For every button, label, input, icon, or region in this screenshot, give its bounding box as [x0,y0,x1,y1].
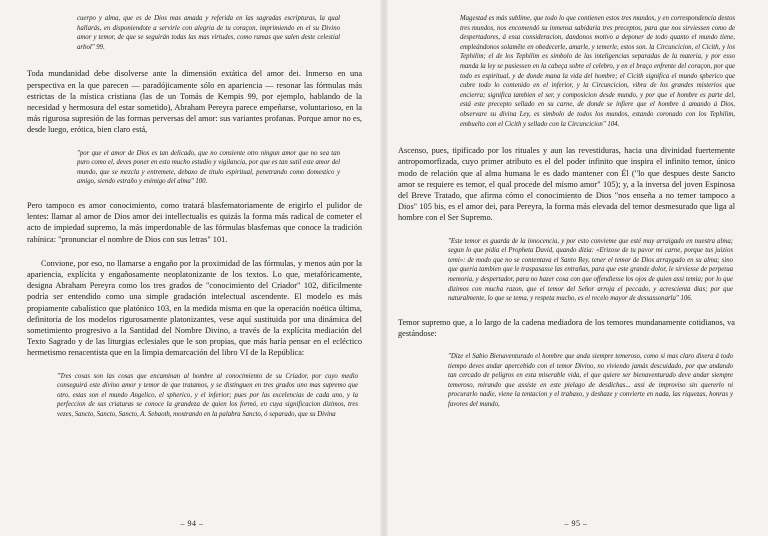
page-number: – 94 – [180,519,204,528]
body-paragraph: Temor supremo que, a lo largo de la cadena mediadora de los temores mundanamente cotidianos, va gestándose: [398,317,735,338]
right-page-text-column [398,14,735,410]
left-page-text-column [27,14,362,420]
block-quote: "Este temor es guarda de la innocencia, y por esto convieme que esté muy arraigado en nuestra alma; segun lo que pidia el Propheta David, quando dizia: «Erizose de tu pavor mi carne, porque tus juizios temi»: de modo que no se contentava el Santo Rey, tener el temor de Dios arraygado en su alma; sino que queria tambien que le traspasasse las entrañas, para que este grande dolor, le sirviesse de perpetua memoria, y despertador, para no hazer cosa con que offendiesse los ojos de quien assi temia; por lo que dizimos con mucha razon, que el temor del Señor arroja el peccado, y acrescienta dias; por que naturalmente, lo que se tema, y respeta mucho, es el recelo mayor de dessassonarla" 106. [448,237,733,303]
block-quote: "Tres cosas son las cosas que encaminan al hombre al conocimiento de su Criador, por cuyo medio conseguirá este divino amor y temor de que tratamos, y se distinguen en tres grados uno mas supremo que otro, estas son el mundo Angelico, el spherico, y el inferior; pues por las excelencias de cada uno, y la perfeccion de sus criaturas se conoce la grandeza de quien los formó, en cuya significacion dizimos, tres vezes, Sancto, Sancto, Sancto, A. Sebaoth, mostrando en la palabra Sancto, ó separado, que su Divina [57,372,358,418]
body-paragraph: Convione, por eso, no llamarse a engaño por la proximidad de las fórmulas, y menos aún por la apariencia, explícita y engañosamente neoplatonizante de los textos. Lo que, metafóricamente, designa Abraham Pereyra como los tres grados de "conocimiento del Criador" 102, difícilmente podría ser entendido como una simple gradación intelectual ascendente. El modelo es más propiamente cabalístico que platónico 103, en la medida misma en que la operación noética última, definitoria de los modelos rigurosamente platonizantes, vese aquí sustituida por una dinámica del sometimiento progresivo a la Santidad del Nombre Divino, a través de la explícita mediación del Texto Sagrado y de las liturgias eclesiales que le son propias, que más haría pensar en el ecléctico hermetismo renacentista que en la limpia demarcación del libro VI de la República: [27,258,362,358]
block-quote: Magestad es más sublime, que todo lo que contienen estos tres mundos, y en correspondencia destos tres mundos, nos encomendó su inmensa sabiduria tres preceptos, para que nos sirviessen como de despertadores, á essa consideracion, dandonos motivo a deponer de todo quanto el mundo tiene, empleándonos solamēte en obedecerle, amarle, y temerle, estos son. la Circuncicion, el Cicith, y los Tephilim; el de los Tephilim es simbolo de las inteligencias separadas de la materia, y por esso manda la ley se pusiessen en la cabeça sobre el celebro, y en el braço enfrente del coraçon, por que todo es espiritual, y de donde mana la vida del hombre; el Cicith significa el mundo spherico que cubre todo lo contenido en el inferior, y la Circuncicion, vibra de los grandes misterios que encierra; significa tambien el ser, y composicion desde mundo, y por que el hombre es parte del, está este precepto sellado en su carne, de donde se infiere que el hombre á amando á Dios, observare su divina Ley, es simbolo de todos los mundos, estando coronado con los Tephilim, embuelto con el Cicith y sellado con la Circuncicion" 104. [460,15,735,128]
body-paragraph: Pero tampoco es amor conocimiento, como tratará blasfematoriamente de erigirlo el pulidor de lentes: llamar al amor de Dios amor dei intellectualis es quizás la forma más radical de cometer el acto de impiedad supremo, la más imperdonable de las fórmulas blasfemas que conoce la tradición rabínica: "pronunciar el nombre de Dios con sus letras" 101. [27,200,362,244]
body-paragraph: Ascenso, pues, tipificado por los rituales y aun las revestiduras, hacia una divinidad fuertemente antropomorfizada, cuyo primer atributo es el del poder infinito que inspira el infinito temor, único modo de relación que al alma humana le es dado mantener con Él ("lo que despues deste Sancto amor se requiere es temor, el qual procede del mismo amor" 105); y, a la inversa del joven Espinosa del Breve Tratado, que afirma cómo el conocimiento de Dios "nos enseña a no temer tampoco a Dios" 105 bis, es el amor dei, para Pereyra, la forma más elevada del temor desmesurado que liga al hombre con el Ser Supremo. [398,146,735,223]
right-page [384,0,768,536]
block-quote: "por que el amor de Dios es tan delicado, que no consiente otro ningun amor que no sea tan puro como el, deves poner en esto mucho estudio y vigilancia, por que es tan sutil este amor del mundo, que se mezcla y entremete, debaxo de titulo espiritual, penetrando como domestico y amigo, siendo estraño y enimigo del alma" 100. [77,149,340,186]
body-paragraph: Toda mundanidad debe disolverse ante la dimensión extática del amor dei. Inmerso en una perspectiva en la que parecen — paradójicamente sólo en apariencia — resonar las fórmulas más estrictas de la mística cristiana (las de un Tomás de Kempis 99, por ejemplo, hablando de la necesidad y hermosura del estar sometido), Abraham Pereyra parece empeñarse, voluntarioso, en la más rigurosa supresión de las formas perversas del amor: sus variantes profanas. Porque amor no es, desde luego, erótica, bien claro está, [27,69,362,135]
block-quote: cuerpo y alma, que es de Dios mas amada y referida en las sagradas escripturas, la qual hallarás, en disponiendote a servirle con alegria de tu coraçon, imprimiendo en el su Divino amor y temor, de que se seguirán todas las mas virtudes, como ramas que salen deste celestial arbol" 99. [77,15,340,51]
block-quote: "Dize el Sabio Bienaventurado el hombre que anda siempre temeroso, como si mas claro dixera á todo tiempo deves andar apercebido con el temor Divino, no viviendo jamás descuidado, por que andando tan cercado de peligros en esta miserable vida, el que quiere ser bienaventurado deve andar siempre temeroso, mirando que assiste en este pielago de desdichas... assi de improviso sin quererlo ni procurarlo nadie, viene la tentacion y el trabaxo, y deshaze y convierte en nada, las riquezas, honras y favores del mundo, [448,353,733,409]
page-number: – 95 – [564,519,588,528]
